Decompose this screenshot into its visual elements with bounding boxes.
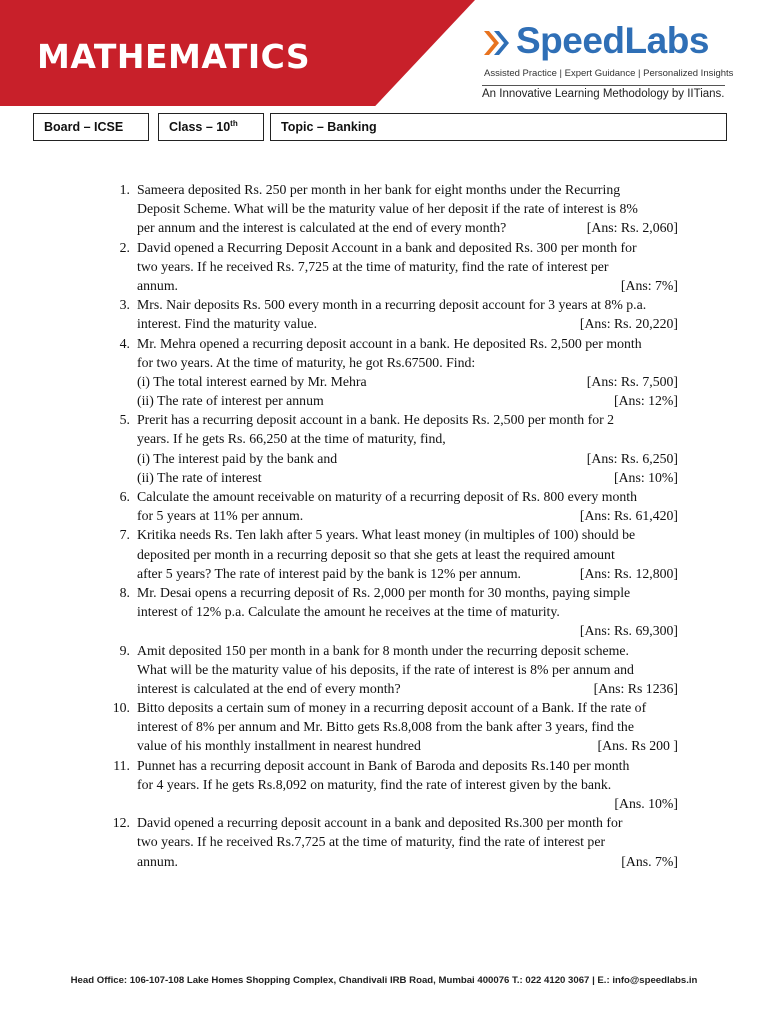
logo-motto: An Innovative Learning Methodology by IITians. <box>482 85 725 100</box>
question-text: Amit deposited 150 per month in a bank for 8 month under the recurring deposit scheme. <box>137 642 629 658</box>
question-line <box>137 449 678 468</box>
question-item <box>104 180 678 238</box>
question-text: interest of 12% p.a. Calculate the amount he receives at the time of maturity. <box>137 604 560 620</box>
question-line <box>137 429 678 448</box>
answer-key: [Ans: 7%] <box>620 277 678 293</box>
question-text: value of his monthly installment in nearest hundred <box>137 738 421 754</box>
question-line <box>137 832 678 851</box>
topic-box <box>270 113 727 141</box>
question-line <box>137 334 678 353</box>
logo-brand-name: SpeedLabs <box>516 20 709 61</box>
question-text: Mrs. Nair deposits Rs. 500 every month in a recurring deposit account for 3 years at 8% p.a. <box>137 297 647 313</box>
question-text: two years. If he received Rs.7,725 at the time of maturity, find the rate of interest per <box>137 834 606 850</box>
question-item <box>104 487 678 525</box>
question-text: Calculate the amount receivable on maturity of a recurring deposit of Rs. 800 every month <box>137 489 637 504</box>
question-line <box>137 852 678 871</box>
question-line <box>137 813 678 832</box>
question-text: annum. <box>137 853 178 869</box>
logo-tagline: Assisted Practice | Expert Guidance | Personalized Insights <box>484 68 734 79</box>
speedlabs-chevron-icon <box>482 28 512 58</box>
question-text: (ii) The rate of interest per annum <box>137 393 324 409</box>
question-text: Deposit Scheme. What will be the maturity value of her deposit if the rate of interest is 8% <box>137 201 638 217</box>
question-item <box>104 641 678 699</box>
class-superscript: th <box>230 118 238 128</box>
question-line <box>137 794 678 813</box>
question-item <box>104 295 678 333</box>
question-item <box>104 238 678 296</box>
question-text: Mr. Desai opens a recurring deposit of Rs. 2,000 per month for 30 months, paying simple <box>137 584 631 600</box>
question-text: Bitto deposits a certain sum of money in a recurring deposit account of a Bank. If the rate of <box>137 700 647 716</box>
question-text: for 5 years at 11% per annum. <box>137 508 304 524</box>
question-number: 2. <box>119 239 130 255</box>
question-number: 4. <box>119 335 130 351</box>
question-text: interest. Find the maturity value. <box>137 316 318 332</box>
question-item <box>104 410 678 487</box>
question-line <box>137 564 678 583</box>
question-line <box>137 525 678 544</box>
question-line <box>137 545 678 564</box>
question-line <box>137 372 678 391</box>
answer-key: [Ans: Rs. 6,250] <box>586 450 678 466</box>
question-number: 11. <box>113 757 130 773</box>
question-number: 5. <box>119 412 130 428</box>
speedlabs-logo <box>482 22 732 102</box>
board-label: Board – ICSE <box>44 120 124 134</box>
question-text: Sameera deposited Rs. 250 per month in her bank for eight months under the Recurring <box>137 182 621 197</box>
question-text: David opened a Recurring Deposit Account in a bank and deposited Rs. 300 per month for <box>137 239 637 255</box>
question-item <box>104 756 678 814</box>
board-box <box>33 113 149 141</box>
answer-key: [Ans: 12%] <box>614 393 678 409</box>
question-line <box>137 199 678 218</box>
answer-key: [Ans. 10%] <box>614 796 678 811</box>
question-line <box>137 506 678 525</box>
question-number: 10. <box>112 700 130 716</box>
question-line <box>137 295 678 314</box>
question-text: annum. <box>137 277 178 293</box>
question-line <box>137 468 678 487</box>
question-line <box>137 218 678 237</box>
question-text: for two years. At the time of maturity, he got Rs.67500. Find: <box>137 354 476 370</box>
question-item <box>104 813 678 871</box>
class-label: Class – 10 <box>169 120 231 134</box>
question-line <box>137 717 678 736</box>
question-line <box>137 257 678 276</box>
question-line <box>137 698 678 717</box>
question-text: What will be the maturity value of his deposits, if the rate of interest is 8% per annum and <box>137 661 634 677</box>
question-line <box>137 487 678 506</box>
question-line <box>137 621 678 640</box>
question-text: David opened a recurring deposit account in a bank and deposited Rs.300 per month for <box>137 815 623 831</box>
answer-key: [Ans: Rs. 61,420] <box>579 508 678 524</box>
footer-address: Head Office: 106-107-108 Lake Homes Shopping Complex, Chandivali IRB Road, Mumbai 400076 T.: 022 4120 3067 | E.: info@speedlabs.in <box>70 975 698 986</box>
question-text: years. If he gets Rs. 66,250 at the time of maturity, find, <box>137 431 446 447</box>
question-line <box>137 276 678 295</box>
answer-key: [Ans: 10%] <box>614 469 678 485</box>
question-number: 9. <box>119 642 130 658</box>
topic-label: Topic – Banking <box>281 120 377 134</box>
question-number: 8. <box>119 584 130 600</box>
question-line <box>137 180 678 199</box>
question-item <box>104 583 678 641</box>
question-line <box>137 679 678 698</box>
question-text: after 5 years? The rate of interest paid by the bank is 12% per annum. <box>137 565 522 581</box>
question-list <box>104 180 678 871</box>
question-text: Mr. Mehra opened a recurring deposit account in a bank. He deposited Rs. 2,500 per month <box>137 335 642 351</box>
answer-key: [Ans: Rs. 2,060] <box>586 220 678 236</box>
question-line <box>137 602 678 621</box>
question-item <box>104 334 678 411</box>
answer-key: [Ans: Rs. 7,500] <box>586 373 678 389</box>
question-item <box>104 525 678 583</box>
question-number: 6. <box>119 489 130 504</box>
question-number: 1. <box>119 182 130 197</box>
question-line <box>137 410 678 429</box>
answer-key: [Ans. Rs 200 ] <box>597 738 678 754</box>
question-text: Prerit has a recurring deposit account in a bank. He deposits Rs. 2,500 per month for 2 <box>137 412 615 428</box>
question-text: per annum and the interest is calculated at the end of every month? <box>137 220 507 236</box>
question-line <box>137 660 678 679</box>
question-line <box>137 583 678 602</box>
question-text: interest is calculated at the end of every month? <box>137 680 401 696</box>
answer-key: [Ans. 7%] <box>621 853 678 869</box>
question-line <box>137 736 678 755</box>
question-number: 12. <box>112 815 130 831</box>
question-item <box>104 698 678 756</box>
question-line <box>137 314 678 333</box>
question-line <box>137 391 678 410</box>
question-text: deposited per month in a recurring deposit so that she gets at least the required amount <box>137 546 615 562</box>
question-text: two years. If he received Rs. 7,725 at the time of maturity, find the rate of interest per <box>137 258 609 274</box>
question-number: 7. <box>119 527 130 543</box>
subject-title: MATHEMATICS <box>37 37 311 76</box>
question-text: interest of 8% per annum and Mr. Bitto gets Rs.8,008 from the bank after 3 years, find the <box>137 719 634 735</box>
class-box <box>158 113 264 141</box>
answer-key: [Ans: Rs 1236] <box>593 680 678 696</box>
answer-key: [Ans: Rs. 12,800] <box>579 565 678 581</box>
question-text: Kritika needs Rs. Ten lakh after 5 years. What least money (in multiples of 100) should be <box>137 527 636 543</box>
question-text: Punnet has a recurring deposit account in Bank of Baroda and deposits Rs.140 per month <box>137 757 630 773</box>
question-line <box>137 756 678 775</box>
question-text: for 4 years. If he gets Rs.8,092 on maturity, find the rate of interest given by the bank. <box>137 776 612 792</box>
question-text: (ii) The rate of interest <box>137 469 262 485</box>
question-line <box>137 775 678 794</box>
answer-key: [Ans: Rs. 20,220] <box>579 316 678 332</box>
answer-key: [Ans: Rs. 69,300] <box>579 623 678 639</box>
question-line <box>137 353 678 372</box>
question-text: (i) The total interest earned by Mr. Mehra <box>137 373 367 389</box>
question-line <box>137 641 678 660</box>
question-number: 3. <box>119 297 130 313</box>
question-line <box>137 238 678 257</box>
question-text: (i) The interest paid by the bank and <box>137 450 338 466</box>
